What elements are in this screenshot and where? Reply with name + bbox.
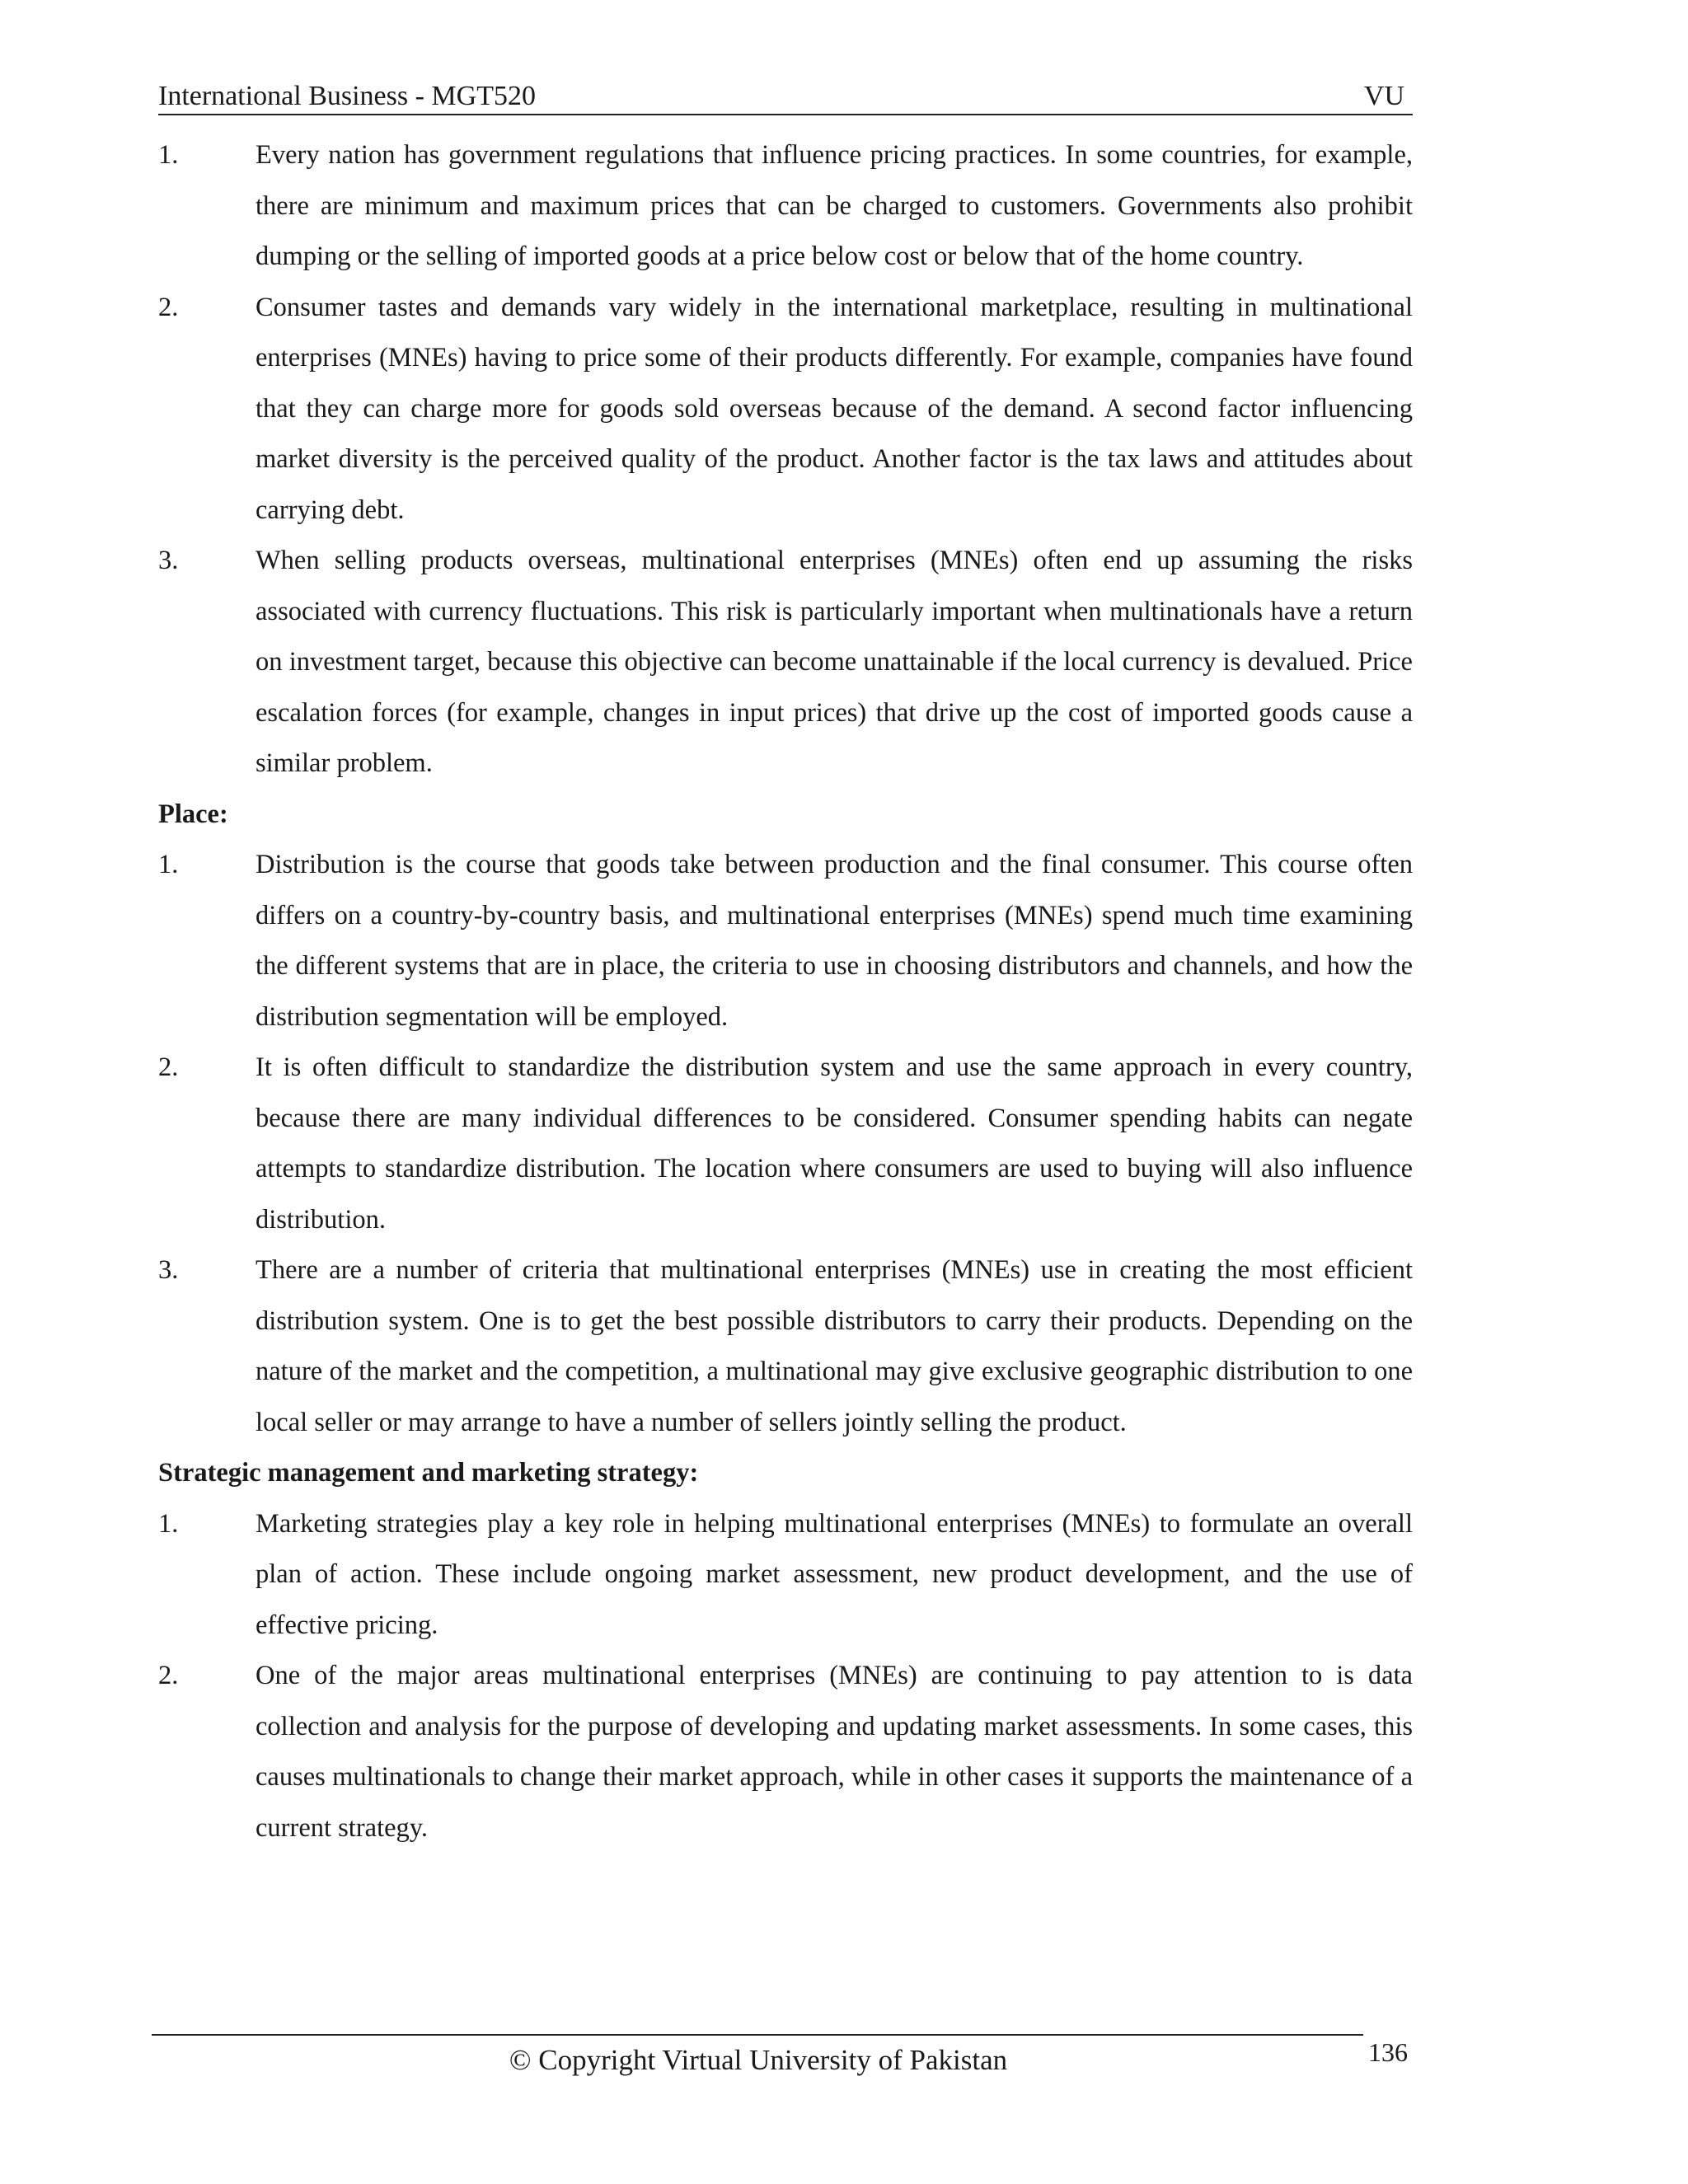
item-text: One of the major areas multinational enterprises (MNEs) are continuing to pay attention to is data collection and analysis for the purpose of developing and updating market assessments. In some cases, this causes multinationals to change their market approach, while in other cases it supports the maintenance of a current strategy. — [256, 1661, 1413, 1843]
item-text: When selling products overseas, multinational enterprises (MNEs) often end up assuming the risks associated with currency fluctuations. This risk is particularly important when multinationals have a return on investment target, because this objective can become unattainable if the local currency is devalued. Price escalation forces (for example, changes in input prices) that drive up the cost of imported goods cause a similar problem. — [256, 546, 1413, 778]
item-text: Every nation has government regulations that influence pricing practices. In some countries, for example, there are minimum and maximum prices that can be charged to customers. Governments also prohibit dumping or the selling of imported goods at a price below cost or below that of the home country. — [256, 140, 1413, 271]
item-number: 3. — [158, 546, 179, 575]
item-number: 3. — [158, 1255, 179, 1285]
item-number: 2. — [158, 1661, 179, 1690]
copyright-notice: © Copyright Virtual University of Pakistan — [509, 2044, 1008, 2076]
item-number: 2. — [158, 292, 179, 322]
item-text: There are a number of criteria that multinational enterprises (MNEs) use in creating the most efficient distribution system. One is to get the best possible distributors to carry their products. Depending on the nature of the market and the competition, a multinational may give exclusive geographic distribution to one local seller or may arrange to have a number of sellers jointly selling the product. — [256, 1255, 1413, 1437]
section-heading-strategy: Strategic management and marketing strategy: — [158, 1458, 699, 1488]
item-number: 1. — [158, 1508, 179, 1539]
list-item — [158, 1043, 1413, 1245]
list-item — [158, 1499, 1413, 1652]
list-item — [158, 1651, 1413, 1854]
item-text: Marketing strategies play a key role in helping multinational enterprises (MNEs) to formulate an overall plan of action. These include ongoing market assessment, new product development, and the use of effective pricing. — [256, 1508, 1413, 1640]
list-item — [158, 840, 1413, 1043]
item-number: 1. — [158, 140, 179, 170]
page-header — [158, 79, 1413, 115]
item-text: It is often difficult to standardize the distribution system and use the same approach in every country, because there are many individual differences to be considered. Consumer spending habits can negate attempts to standardize distribution. The location where consumers are used to buying will also influence distribution. — [256, 1052, 1413, 1235]
item-text: Consumer tastes and demands vary widely in the international marketplace, resulting in multinational enterprises (MNEs) having to price some of their products differently. For example, companies have found that they can charge more for goods sold overseas because of the demand. A second factor influencing market diversity is the perceived quality of the product. Another factor is the tax laws and attitudes about carrying debt. — [256, 292, 1413, 525]
course-title: International Business - MGT520 — [158, 81, 536, 111]
item-number: 2. — [158, 1052, 179, 1082]
footer-divider — [152, 2034, 1363, 2036]
page-number: 136 — [1368, 2037, 1408, 2067]
list-item — [158, 536, 1413, 790]
section-heading-place: Place: — [158, 799, 228, 829]
list-item — [158, 130, 1413, 283]
institution-abbrev: VU — [1363, 81, 1404, 111]
item-number: 1. — [158, 850, 179, 879]
page-body — [158, 130, 1413, 1854]
item-text: Distribution is the course that goods take between production and the final consumer. This course often differs on a country-by-country basis, and multinational enterprises (MNEs) spend much time examining the different systems that are in place, the criteria to use in choosing distributors and channels, and how the distribution segmentation will be employed. — [256, 850, 1413, 1032]
list-item — [158, 1245, 1413, 1448]
list-item — [158, 283, 1413, 537]
